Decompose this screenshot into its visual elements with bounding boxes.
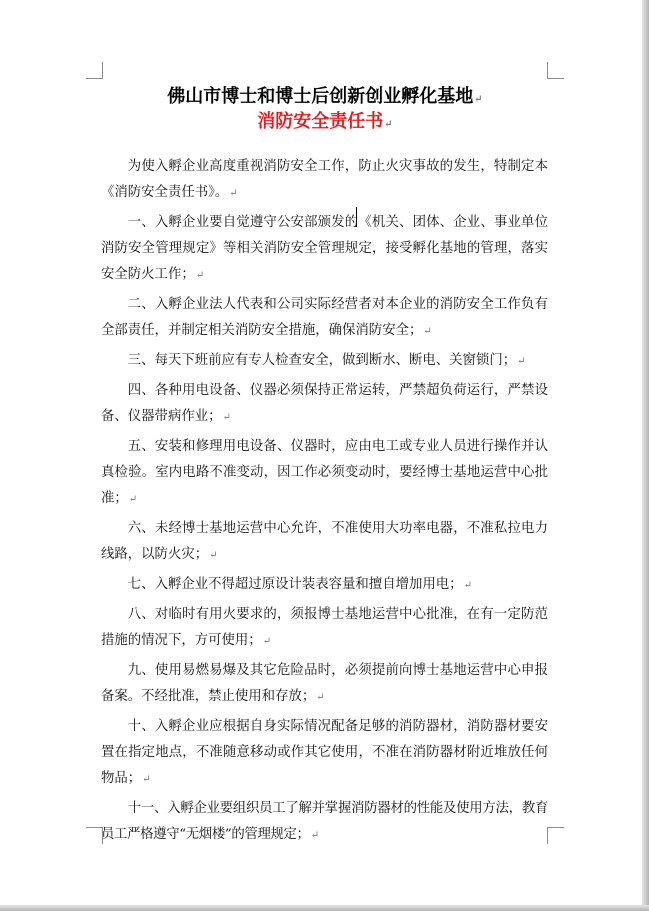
paragraph-mark-icon: ↵ <box>474 94 483 105</box>
margin-corner-top-left <box>86 62 103 79</box>
document-body[interactable] <box>101 154 548 852</box>
paragraph-mark-icon: ↵ <box>229 188 238 199</box>
paragraph-item-10[interactable] <box>101 714 548 793</box>
document-subtitle-text: 消防安全责任书 <box>257 111 384 132</box>
paragraph-item-1[interactable] <box>101 210 548 289</box>
paragraph-text: 五、安装和修理用电设备、仪器时，应由电工或专业人员进行操作并认真检验。室内电路不准变动，因工作必须变动时，要经博士基地运营中心批准； <box>101 439 548 506</box>
paragraph-item-11[interactable] <box>101 796 548 849</box>
paragraph-mark-icon: ↵ <box>316 692 325 703</box>
paragraph-item-8[interactable] <box>101 602 548 655</box>
margin-corner-bottom-right <box>547 827 564 844</box>
document-title[interactable] <box>100 86 550 111</box>
paragraph-text: 六、未经博士基地运营中心允许，不准使用大功率电器，不准私拉电力线路，以防火灾； <box>101 521 548 562</box>
window-bottom-edge <box>0 905 649 911</box>
paragraph-item-2[interactable] <box>101 292 548 345</box>
paragraph-text: 八、对临时有用火要求的，须报博士基地运营中心批准，在有一定防范措施的情况下，方可使用； <box>101 607 548 648</box>
paragraph-mark-icon: ↵ <box>384 119 393 130</box>
paragraph-mark-icon: ↵ <box>222 412 231 423</box>
paragraph-mark-icon: ↵ <box>128 494 138 505</box>
paragraph-mark-icon: ↵ <box>310 830 319 841</box>
paragraph-text: 九、使用易燃易爆及其它危险品时，必须提前向博士基地运营中心申报备案。不经批准，禁止使用和存放； <box>101 663 548 704</box>
document-title-text: 佛山市博士和博士后创新创业孵化基地 <box>167 86 474 107</box>
paragraph-text: 三、每天下班前应有专人检查安全，做到断水、断电、关窗锁门； <box>127 353 517 368</box>
paragraph-mark-icon: ↵ <box>195 270 205 281</box>
paragraph-mark-icon: ↵ <box>262 636 272 647</box>
paragraph-text: 二、入孵企业法人代表和公司实际经营者对本企业的消防安全工作负有全部责任，并制定相关消防安全措施，确保消防安全； <box>101 297 548 338</box>
margin-corner-top-right <box>547 62 564 79</box>
window-right-edge <box>642 0 649 911</box>
paragraph-mark-icon: ↵ <box>517 356 526 367</box>
paragraph-item-5[interactable] <box>101 434 548 513</box>
paragraph-text: 为使入孵企业高度重视消防安全工作，防止火灾事故的发生，特制定本《消防安全责任书》。 <box>101 159 548 200</box>
paragraph-mark-icon: ↵ <box>463 580 472 591</box>
paragraph-item-6[interactable] <box>101 516 548 569</box>
paragraph-item-3[interactable] <box>101 348 548 375</box>
paragraph-text: 四、各种用电设备、仪器必须保持正常运转，严禁超负荷运行，严禁设备、仪器带病作业； <box>101 383 548 424</box>
paragraph-mark-icon: ↵ <box>423 326 432 337</box>
document-subtitle[interactable] <box>100 111 550 136</box>
paragraph-text: 一、入孵企业要自觉遵守公安部颁发的《机关、团体、企业、事业单位消防安全管理规定》等相关消防安全管理规定，接受孵化基地的管理，落实安全防火工作； <box>101 215 548 282</box>
paragraph-mark-icon: ↵ <box>209 550 218 561</box>
paragraph-text: 十一、入孵企业要组织员工了解并掌握消防器材的性能及使用方法，教育员工严格遵守“无烟楼”的管理规定； <box>101 801 548 842</box>
paragraph-item-7[interactable] <box>101 572 548 599</box>
paragraph-text: 七、入孵企业不得超过原设计装表容量和擅自增加用电； <box>127 577 463 592</box>
paragraph-mark-icon: ↵ <box>142 774 151 785</box>
paragraph-intro[interactable] <box>101 154 548 207</box>
paragraph-item-9[interactable] <box>101 658 548 711</box>
paragraph-item-4[interactable] <box>101 378 548 431</box>
paragraph-text: 十、入孵企业应根据自身实际情况配备足够的消防器材，消防器材要安置在指定地点，不准随意移动或作其它使用，不准在消防器材附近堆放任何物品； <box>101 719 548 786</box>
